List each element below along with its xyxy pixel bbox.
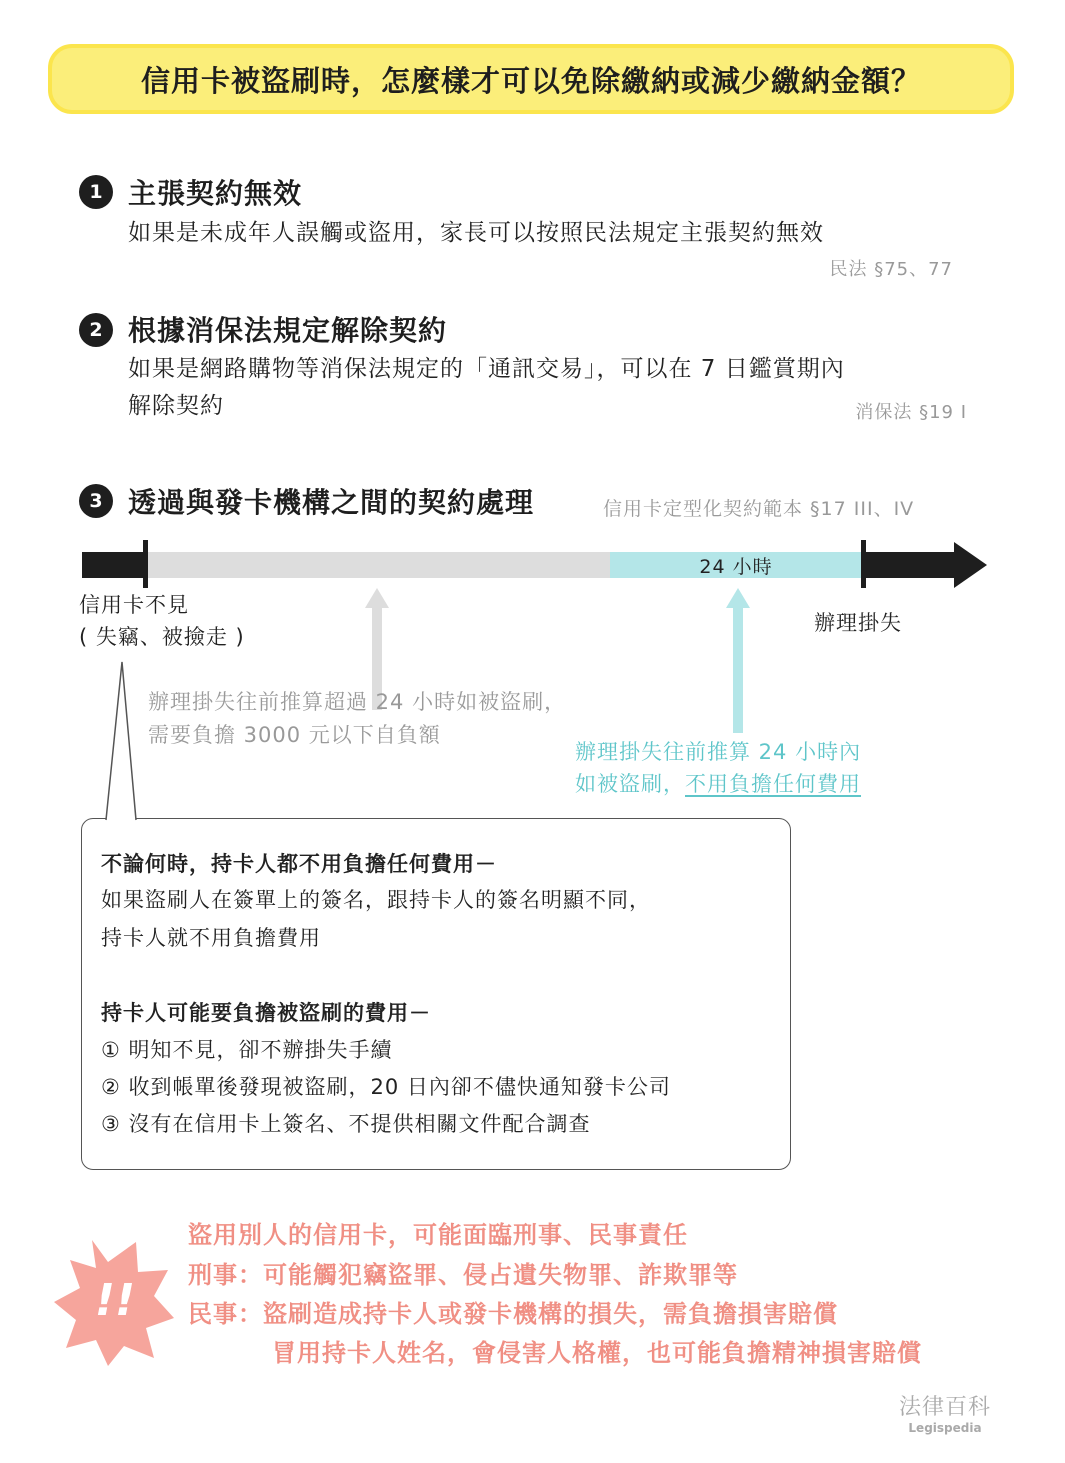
timeline-start-bar <box>82 552 148 578</box>
callout-item-3: ③ 沒有在信用卡上簽名、不提供相關文件配合調查 <box>101 1112 591 1136</box>
page-title-text: 信用卡被盜刷時，怎麼樣才可以免除繳納或減少繳納金額？ <box>140 63 921 98</box>
warning-line-2: 刑事：可能觸犯竊盜罪、侵占遺失物罪、詐欺罪等 <box>188 1261 738 1289</box>
timeline-window-label: 24 小時 <box>699 556 773 578</box>
footer-brand-en: Legispedia <box>908 1421 982 1435</box>
section-3-citation: 信用卡定型化契約範本 §17 III、IV <box>603 498 915 520</box>
section-1-heading: 主張契約無效 <box>128 177 303 210</box>
callout-heading-1: 不論何時，持卡人都不用負擔任何費用－ <box>101 852 497 876</box>
before-window-note-1: 辦理掛失往前推算超過 24 小時如被盜刷， <box>148 690 567 714</box>
timeline-start-tick <box>143 540 148 588</box>
section-2-text-line-1: 如果是網路購物等消保法規定的「通訊交易」，可以在 7 日鑑賞期內 <box>128 356 845 382</box>
within-window-note-2 <box>575 768 861 800</box>
section-1-citation: 民法 §75、77 <box>829 259 953 280</box>
before-window-note-2: 需要負擔 3000 元以下自負額 <box>148 723 441 747</box>
page-title <box>48 44 1014 114</box>
within-window-note-prefix: 如被盜刷， <box>575 772 685 796</box>
section-2-citation: 消保法 §19 I <box>855 402 967 423</box>
timeline-end-bar <box>866 552 956 578</box>
timeline-end-label: 辦理掛失 <box>814 611 902 635</box>
callout-item-1: ① 明知不見，卻不辦掛失手續 <box>101 1038 393 1062</box>
timeline-arrowhead <box>954 542 987 588</box>
footer-brand-cn: 法律百科 <box>898 1395 991 1420</box>
callout-text-1b: 持卡人就不用負擔費用 <box>101 926 321 950</box>
warning-line-3: 民事：盜刷造成持卡人或發卡機構的損失，需負擔損害賠償 <box>188 1300 838 1328</box>
section-3-number: 3 <box>79 484 113 518</box>
timeline-start-label-2: ( 失竊、被撿走 ) <box>79 625 245 649</box>
callout-text-1a: 如果盜刷人在簽單上的簽名，跟持卡人的簽名明顯不同， <box>101 888 651 912</box>
callout-heading-2: 持卡人可能要負擔被盜刷的費用－ <box>101 1001 431 1025</box>
callout-pointer <box>95 660 145 822</box>
section-2-text-line-2: 解除契約 <box>128 393 224 419</box>
warning-icon-text: !! <box>94 1274 136 1326</box>
callout-item-2: ② 收到帳單後發現被盜刷，20 日內卻不儘快通知發卡公司 <box>101 1075 671 1099</box>
section-1-text: 如果是未成年人誤觸或盜用，家長可以按照民法規定主張契約無效 <box>128 220 824 246</box>
warning-line-1: 盜用別人的信用卡，可能面臨刑事、民事責任 <box>188 1221 688 1249</box>
section-3-heading: 透過與發卡機構之間的契約處理 <box>128 486 535 519</box>
timeline-start-label-1: 信用卡不見 <box>79 593 189 617</box>
within-window-note-emphasis: 不用負擔任何費用 <box>685 772 861 796</box>
section-2-number: 2 <box>79 313 113 347</box>
within-window-note-1: 辦理掛失往前推算 24 小時內 <box>575 740 862 764</box>
section-2-heading: 根據消保法規定解除契約 <box>128 314 448 347</box>
timeline-gray-bar <box>148 552 610 578</box>
warning-line-4: 冒用持卡人姓名，會侵害人格權，也可能負擔精神損害賠償 <box>272 1339 922 1367</box>
teal-up-arrow <box>726 588 750 733</box>
section-1-number: 1 <box>79 175 113 209</box>
footer-brand <box>880 1390 1010 1435</box>
